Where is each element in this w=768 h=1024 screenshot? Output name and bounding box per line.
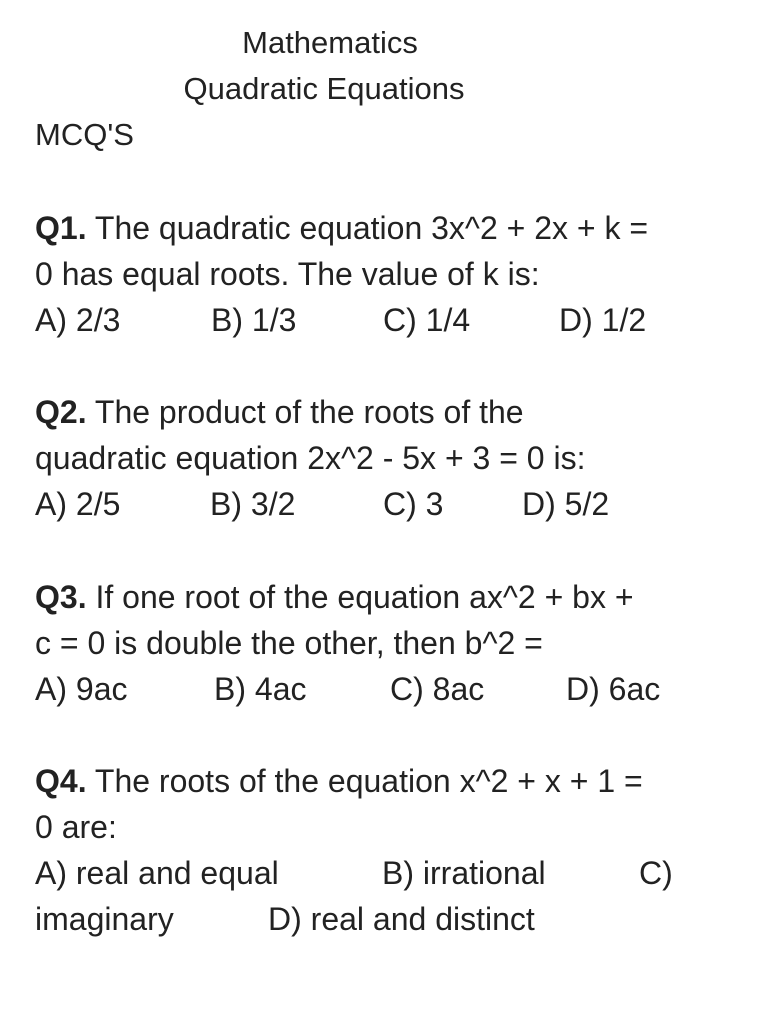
question-1-options (35, 297, 735, 343)
question-4-option-b: B) irrational (382, 855, 546, 891)
question-2-option-b: B) 3/2 (210, 486, 296, 522)
question-4-line-2: 0 are: (35, 809, 117, 845)
question-3-options (35, 666, 735, 712)
question-2-option-a: A) 2/5 (35, 486, 121, 522)
question-3-line-2: c = 0 is double the other, then b^2 = (35, 625, 543, 661)
question-2-options (35, 481, 735, 527)
question-1-option-d: D) 1/2 (559, 302, 647, 338)
question-2 (35, 389, 735, 527)
question-2-option-c: C) 3 (383, 486, 444, 522)
question-3-option-a: A) 9ac (35, 671, 128, 707)
question-3-number: Q3. (35, 579, 87, 615)
question-1-number: Q1. (35, 210, 87, 246)
question-2-line-2: quadratic equation 2x^2 - 5x + 3 = 0 is: (35, 440, 586, 476)
question-3-option-d: D) 6ac (566, 671, 661, 707)
question-4-options-row-2 (35, 896, 735, 942)
question-1-text-1: The quadratic equation 3x^2 + 2x + k = (86, 210, 649, 246)
question-4-number: Q4. (35, 763, 87, 799)
question-2-text-1: The product of the roots of the (86, 394, 524, 430)
question-4-options-row-1 (35, 850, 735, 896)
question-2-number: Q2. (35, 394, 87, 430)
question-3-line-1 (35, 574, 735, 620)
question-1-option-c: C) 1/4 (383, 302, 471, 338)
question-3 (35, 574, 735, 712)
question-1-line-2: 0 has equal roots. The value of k is: (35, 256, 540, 292)
question-1-option-a: A) 2/3 (35, 302, 121, 338)
subject-title: Mathematics (242, 25, 418, 60)
question-4-option-a: A) real and equal (35, 855, 279, 891)
question-1-option-b: B) 1/3 (211, 302, 297, 338)
question-4-line-1 (35, 758, 735, 804)
question-3-option-c: C) 8ac (390, 671, 485, 707)
question-4 (35, 758, 735, 942)
question-1-line-1 (35, 205, 735, 251)
topic-title: Quadratic Equations (183, 71, 465, 106)
question-2-option-d: D) 5/2 (522, 486, 610, 522)
question-4-text-1: The roots of the equation x^2 + x + 1 = (86, 763, 643, 799)
question-4-option-c-text: imaginary (35, 901, 174, 937)
question-2-line-1 (35, 389, 735, 435)
question-4-option-d: D) real and distinct (268, 901, 535, 937)
section-heading: MCQ'S (35, 117, 134, 152)
question-1 (35, 205, 735, 343)
question-3-option-b: B) 4ac (214, 671, 307, 707)
question-4-option-c-label: C) (639, 855, 673, 891)
question-3-text-1: If one root of the equation ax^2 + bx + (86, 579, 634, 615)
